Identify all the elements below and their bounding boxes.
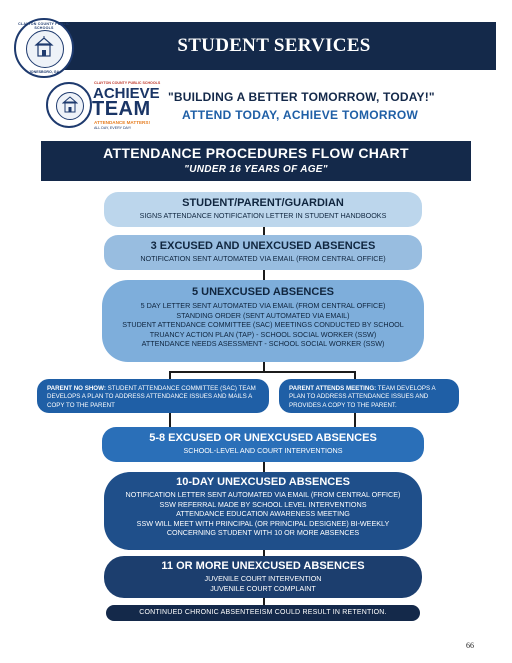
campaign-seal-icon — [46, 82, 92, 128]
logo-top-text: CLAYTON COUNTY PUBLIC SCHOOLS — [94, 81, 161, 85]
step-line: NOTIFICATION SENT AUTOMATED VIA EMAIL (FROM CENTRAL OFFICE) — [140, 254, 386, 263]
flowchart-subtitle: "UNDER 16 YEARS OF AGE" — [184, 164, 328, 175]
step-line: TRUANCY ACTION PLAN (TAP) - SCHOOL SOCIAL WORKER (SSW) — [149, 329, 377, 339]
connector — [354, 413, 356, 427]
step-3-absences — [104, 235, 422, 270]
branch-label: PARENT NO SHOW: — [47, 385, 106, 392]
connector — [263, 462, 265, 472]
campaign-motto: ATTEND TODAY, ACHIEVE TOMORROW — [182, 108, 419, 122]
step-line: CONCERNING STUDENT WITH 10 OR MORE ABSENCES — [166, 528, 360, 538]
step-student-parent-guardian — [104, 192, 422, 227]
step-line: ATTENDANCE NEEDS ASESSMENT - SCHOOL SOCIAL WORKER (SSW) — [141, 339, 385, 349]
retention-warning — [106, 605, 420, 621]
branch-label: PARENT ATTENDS MEETING: — [289, 385, 377, 392]
step-5-8-absences — [102, 427, 424, 462]
step-title: 3 EXCUSED AND UNEXCUSED ABSENCES — [150, 240, 376, 252]
step-line: SSW REFERRAL MADE BY SCHOOL LEVEL INTERVENTIONS — [159, 499, 367, 509]
connector — [263, 598, 265, 605]
district-seal-icon — [14, 18, 74, 78]
campaign-slogan: "BUILDING A BETTER TOMORROW, TODAY!" — [168, 90, 435, 104]
retention-text: CONTINUED CHRONIC ABSENTEEISM COULD RESULT IN RETENTION. — [139, 609, 387, 616]
step-line: JUVENILE COURT COMPLAINT — [210, 583, 316, 593]
logo-word-team: TEAM — [92, 98, 151, 120]
step-line: SCHOOL-LEVEL AND COURT INTERVENTIONS — [183, 446, 343, 455]
connector — [169, 371, 171, 379]
header-title: STUDENT SERVICES — [177, 35, 371, 56]
step-line: 5 DAY LETTER SENT AUTOMATED VIA EMAIL (FROM CENTRAL OFFICE) — [140, 301, 386, 310]
branch-parent-attends — [279, 379, 459, 413]
logo-word-achieve: ACHIEVE — [93, 85, 160, 102]
step-10-day-absences — [104, 472, 422, 550]
step-line: STUDENT ATTENDANCE COMMITTEE (SAC) MEETINGS CONDUCTED BY SCHOOL — [122, 320, 404, 330]
achieve-team-logo — [42, 80, 162, 132]
step-line: JUVENILE COURT INTERVENTION — [204, 574, 322, 583]
step-line: SIGNS ATTENDANCE NOTIFICATION LETTER IN STUDENT HANDBOOKS — [139, 211, 387, 220]
flowchart-banner — [41, 141, 471, 181]
seal-text: CLAYTON COUNTY PUBLIC SCHOOLS — [18, 22, 70, 30]
connector — [354, 371, 356, 379]
branch-parent-no-show — [37, 379, 269, 413]
step-title: STUDENT/PARENT/GUARDIAN — [182, 197, 344, 209]
branch-text: TEAM DEVELOPS A PLAN TO ADDRESS ATTENDANCE ISSUES AND PROVIDES A COPY TO THE PARENT. — [289, 385, 436, 409]
logo-tagline-2: ALL DAY, EVERY DAY! — [94, 126, 132, 130]
step-line: NOTIFICATION LETTER SENT AUTOMATED VIA EMAIL (FROM CENTRAL OFFICE) — [125, 490, 401, 499]
connector — [169, 371, 355, 373]
step-title: 5 UNEXCUSED ABSENCES — [191, 286, 334, 298]
logo-tagline-1: ATTENDANCE MATTERS! — [94, 120, 150, 125]
step-5-unexcused-absences — [102, 280, 424, 362]
connector — [263, 270, 265, 280]
header-bar — [52, 22, 496, 70]
step-line: SSW WILL MEET WITH PRINCIPAL (OR PRINCIPAL DESIGNEE) BI-WEEKLY — [136, 518, 390, 528]
step-11-plus-absences — [104, 556, 422, 598]
step-title: 5-8 EXCUSED OR UNEXCUSED ABSENCES — [149, 432, 377, 444]
connector — [263, 227, 265, 235]
step-title: 10-DAY UNEXCUSED ABSENCES — [176, 476, 350, 488]
flowchart-title: ATTENDANCE PROCEDURES FLOW CHART — [103, 145, 409, 161]
connector — [169, 413, 171, 427]
step-line: STANDING ORDER (SENT AUTOMATED VIA EMAIL) — [176, 310, 350, 320]
step-line: ATTENDANCE EDUCATION AWARENESS MEETING — [176, 509, 350, 519]
branch-text: STUDENT ATTENDANCE COMMITTEE (SAC) TEAM DEVELOPS A PLAN TO ADDRESS ATTENDANCE ISSUES AND MAILS A COPY TO THE PARENT — [47, 385, 256, 409]
seal-subtext: JONESBORO, GA — [28, 70, 60, 74]
step-title: 11 OR MORE UNEXCUSED ABSENCES — [161, 560, 365, 572]
page-number: 66 — [466, 641, 474, 650]
